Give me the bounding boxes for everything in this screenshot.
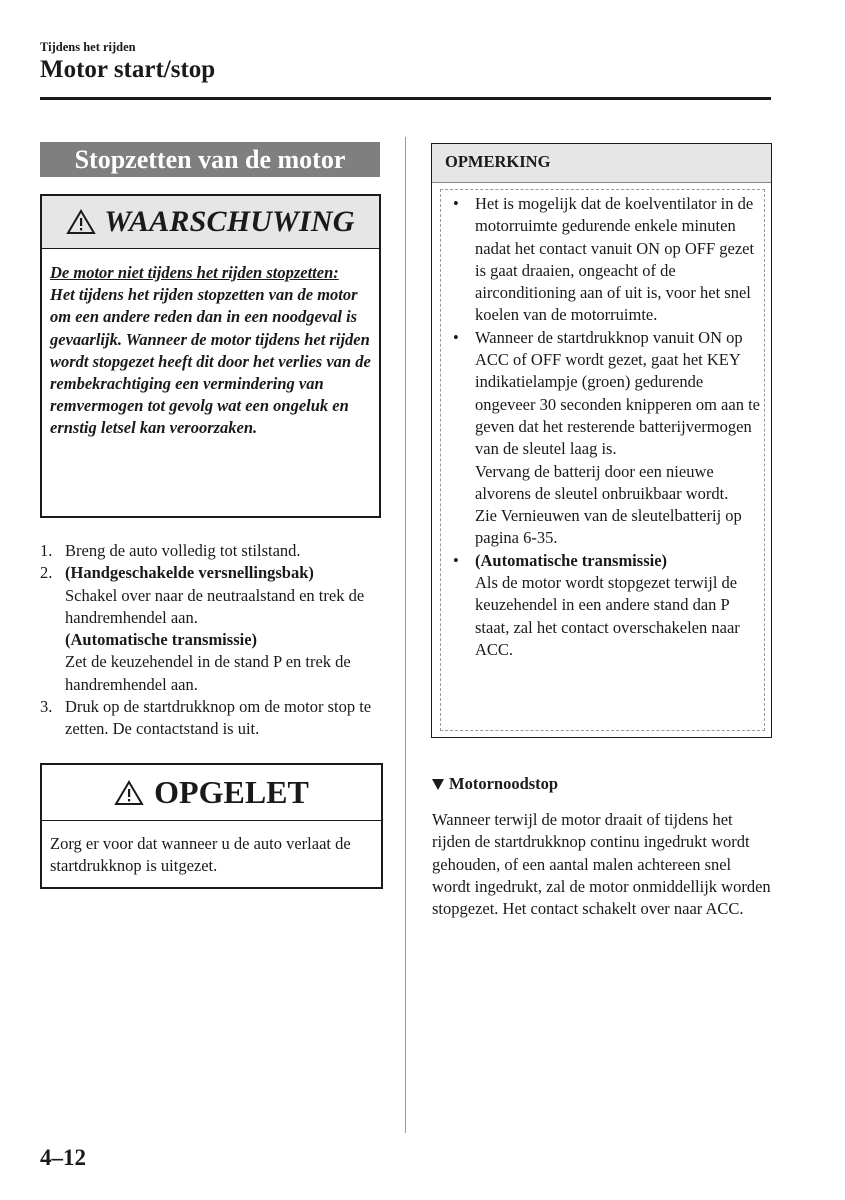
note-paragraph: Als de motor wordt stopgezet terwijl de keuzehendel in een andere stand dan P staat, zal het contact overschakelen naar ACC. [475, 573, 740, 659]
note-paragraph: Vervang de batterij door een nieuwe alvorens de sleutel onbruikbaar wordt. [475, 461, 729, 503]
list-item [40, 696, 380, 741]
list-item [453, 327, 763, 550]
step-text: Druk op de startdrukknop om de motor stop te zetten. De contactstand is uit. [65, 697, 372, 739]
section-banner: Stopzetten van de motor [40, 142, 380, 177]
warning-header [42, 196, 379, 249]
note-list [453, 193, 763, 661]
warning-triangle-icon [114, 780, 144, 806]
warning-box [40, 194, 381, 518]
step-subheading: (Automatische transmissie) [65, 630, 258, 650]
caution-body: Zorg er voor dat wanneer u de auto verlaat de startdrukknop is uitgezet. [50, 834, 351, 876]
note-item-text [475, 327, 763, 550]
warning-triangle-icon [66, 209, 96, 235]
emergency-text: Wanneer terwijl de motor draait of tijdens het rijden de startdrukknop continu ingedrukt wordt gehouden, of een aantal malen achtereen snel wordt ingedrukt, zal de motor onmiddellijk worden stopgezet. Het contact schakelt over naar ACC. [432, 810, 771, 919]
step-number: 3. [40, 697, 53, 717]
page-number: 4–12 [40, 1145, 86, 1170]
bullet: • [453, 194, 459, 213]
note-item-text [475, 550, 763, 661]
list-item [453, 193, 763, 327]
steps-list [40, 540, 380, 741]
caution-header [42, 765, 381, 821]
step-subheading: (Handgeschakelde versnellingsbak) [65, 563, 314, 583]
step-text [65, 562, 380, 696]
step-number: 1. [40, 541, 53, 560]
note-subheading: (Automatische transmissie) [475, 550, 668, 570]
note-box [431, 143, 772, 738]
note-paragraph: Wanneer de startdrukknop vanuit ON op ACC of OFF wordt gezet, gaat het KEY indikatielampje (groen) gedurende ongeveer 30 seconden knipperen om aan te geven dat het resterende batterijvermogen van de sleutel laag is. [475, 327, 760, 459]
step-number: 2. [40, 563, 53, 583]
step-paragraph: Zet de keuzehendel in de stand P en trek de handremhendel aan. [65, 652, 351, 694]
section-label: Tijdens het rijden [40, 40, 136, 54]
list-item [40, 562, 380, 696]
note-header [432, 144, 771, 183]
warning-text: Het tijdens het rijden stopzetten van de motor om een andere reden dan in een noodgeval is gevaarlijk. Wanneer de motor tijdens het rijden wordt stopgezet heeft dit door het verlies van de rembekrachtiging een vermindering van remvermogen tot gevolg wat een ongeluk en ernstig letsel kan veroorzaken. [50, 285, 371, 438]
list-item [453, 550, 763, 661]
emergency-heading-text: Motornoodstop [449, 774, 559, 793]
caution-box [40, 763, 383, 889]
emergency-heading [432, 774, 558, 794]
caution-title: OPGELET [154, 774, 309, 810]
step-text: Breng de auto volledig tot stilstand. [65, 541, 301, 560]
list-item [40, 540, 380, 562]
header-rule [40, 97, 771, 100]
bullet: • [453, 327, 459, 347]
page-title: Motor start/stop [40, 56, 216, 83]
triangle-down-icon [432, 779, 444, 790]
warning-title: WAARSCHUWING [104, 205, 355, 238]
note-content [440, 189, 765, 731]
warning-body [50, 262, 375, 440]
column-divider [405, 137, 406, 1133]
note-paragraph: Zie Vernieuwen van de sleutelbatterij op pagina 6-35. [475, 506, 742, 548]
note-item-text: Het is mogelijk dat de koelventilator in de motorruimte gedurende enkele minuten nadat het contact vanuit ON op OFF gezet is gaat draaien, ongeacht of de airconditioning aan of uit is, voor het snel koelen van de motorruimte. [475, 194, 755, 325]
bullet: • [453, 550, 459, 570]
warning-subtitle: De motor niet tijdens het rijden stopzetten: [50, 263, 339, 282]
note-title: OPMERKING [445, 152, 551, 171]
step-paragraph: Schakel over naar de neutraalstand en trek de handremhendel aan. [65, 585, 365, 627]
